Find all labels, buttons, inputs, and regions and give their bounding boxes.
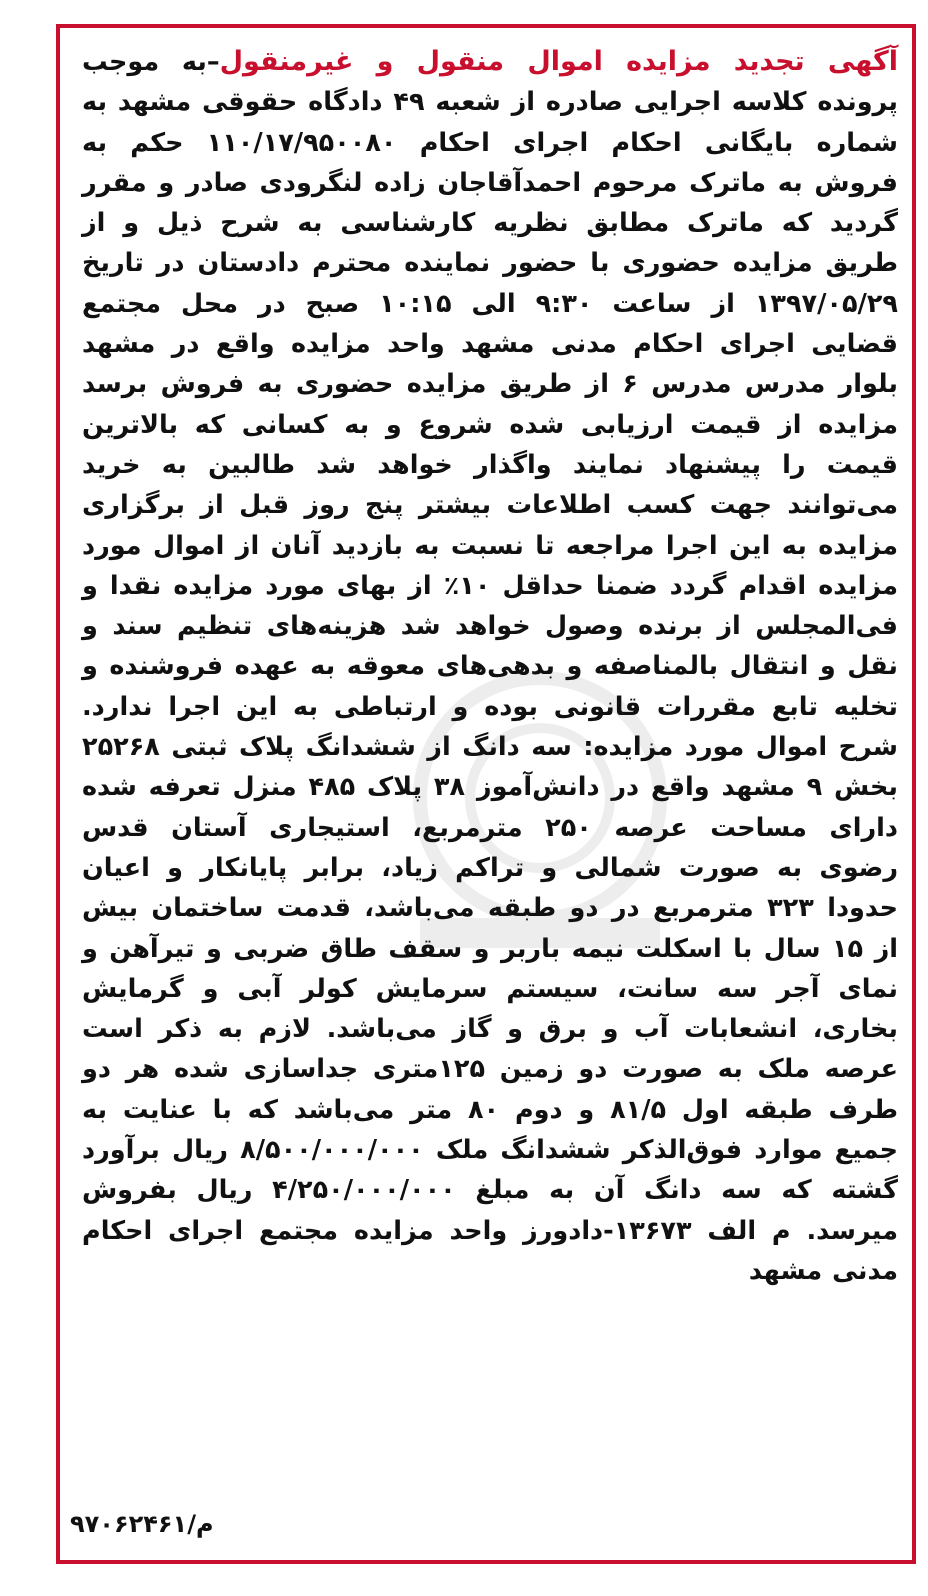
- notice-body: –به موجب پرونده کلاسه اجرایی صادره از شعبه ۴۹ دادگاه حقوقی مشهد به شماره بایگانی احکام اجرای احکام ۱۱۰/۱۷/۹۵۰۰۸۰ حکم به فروش به ماترک مرحوم احمدآقاجان زاده لنگرودی صادر و مقرر گردید که ماترک مطابق نظریه کارشناسی به شرح ذیل و از طریق مزایده حضوری با حضور نماینده محترم دادستان در تاریخ ۱۳۹۷/۰۵/۲۹ از ساعت ۹:۳۰ الی ۱۰:۱۵ صبح در محل مجتمع قضایی اجرای احکام مدنی مشهد واحد مزایده واقع در مشهد بلوار مدرس مدرس ۶ از طریق مزایده حضوری به فروش برسد مزایده از قیمت ارزیابی شده شروع و به کسانی که بالاترین قیمت را پیشنهاد نمایند واگذار خواهد شد طالبین به خرید می‌توانند جهت کسب اطلاعات بیشتر پنج روز قبل از برگزاری مزایده به این اجرا مراجعه تا نسبت به بازدید آنان از اموال مورد مزایده اقدام گردد ضمنا حداقل ۱۰٪ از بهای مورد مزایده نقدا و فی‌المجلس از برنده وصول خواهد شد هزینه‌های تنظیم سند و نقل و انتقال بالمناصفه و بدهی‌های معوقه به عهده فروشنده و تخلیه تابع مقررات قانونی بوده و ارتباطی به این اجرا ندارد. شرح اموال مورد مزایده: سه دانگ از ششدانگ پلاک ثبتی ۲۵۲۶۸ بخش ۹ مشهد واقع در دانش‌آموز ۳۸ پلاک ۴۸۵ منزل تعرفه شده دارای مساحت عرصه ۲۵۰ مترمربع، استیجاری آستان قدس رضوی به صورت شمالی و تراکم زیاد، برابر پایانکار و اعیان حدودا ۳۲۳ مترمربع در دو طبقه می‌باشد، قدمت ساختمان بیش از ۱۵ سال با اسکلت نیمه باربر و سقف طاق ضربی و تیرآهن و نمای آجر سه سانت، سیستم سرمایش کولر آبی و گرمایش بخاری، انشعابات آب و برق و گاز می‌باشد. لازم به ذکر است عرصه ملک به صورت دو زمین ۱۲۵متری جداسازی شده هر دو طرف طبقه اول ۸۱/۵ و دوم ۸۰ متر می‌باشد که با عنایت به جمیع موارد فوق‌الذکر ششدانگ ملک ۸/۵۰۰/۰۰۰/۰۰۰ ریال برآورد گشته که سه دانگ آن به مبلغ ۴/۲۵۰/۰۰۰/۰۰۰ ریال بفروش میرسد. م الف ۱۳۶۷۳-دادورز واحد مزایده مجتمع اجرای احکام مدنی مشهد: [82, 47, 899, 1286]
- notice-title: آگهی تجدید مزایده اموال منقول و غیرمنقول: [219, 46, 898, 77]
- notice-frame: [56, 24, 916, 1564]
- notice-reference-number: ۹۷۰۶۲۴۶۱/م: [70, 1510, 214, 1538]
- notice-text: [82, 42, 898, 1291]
